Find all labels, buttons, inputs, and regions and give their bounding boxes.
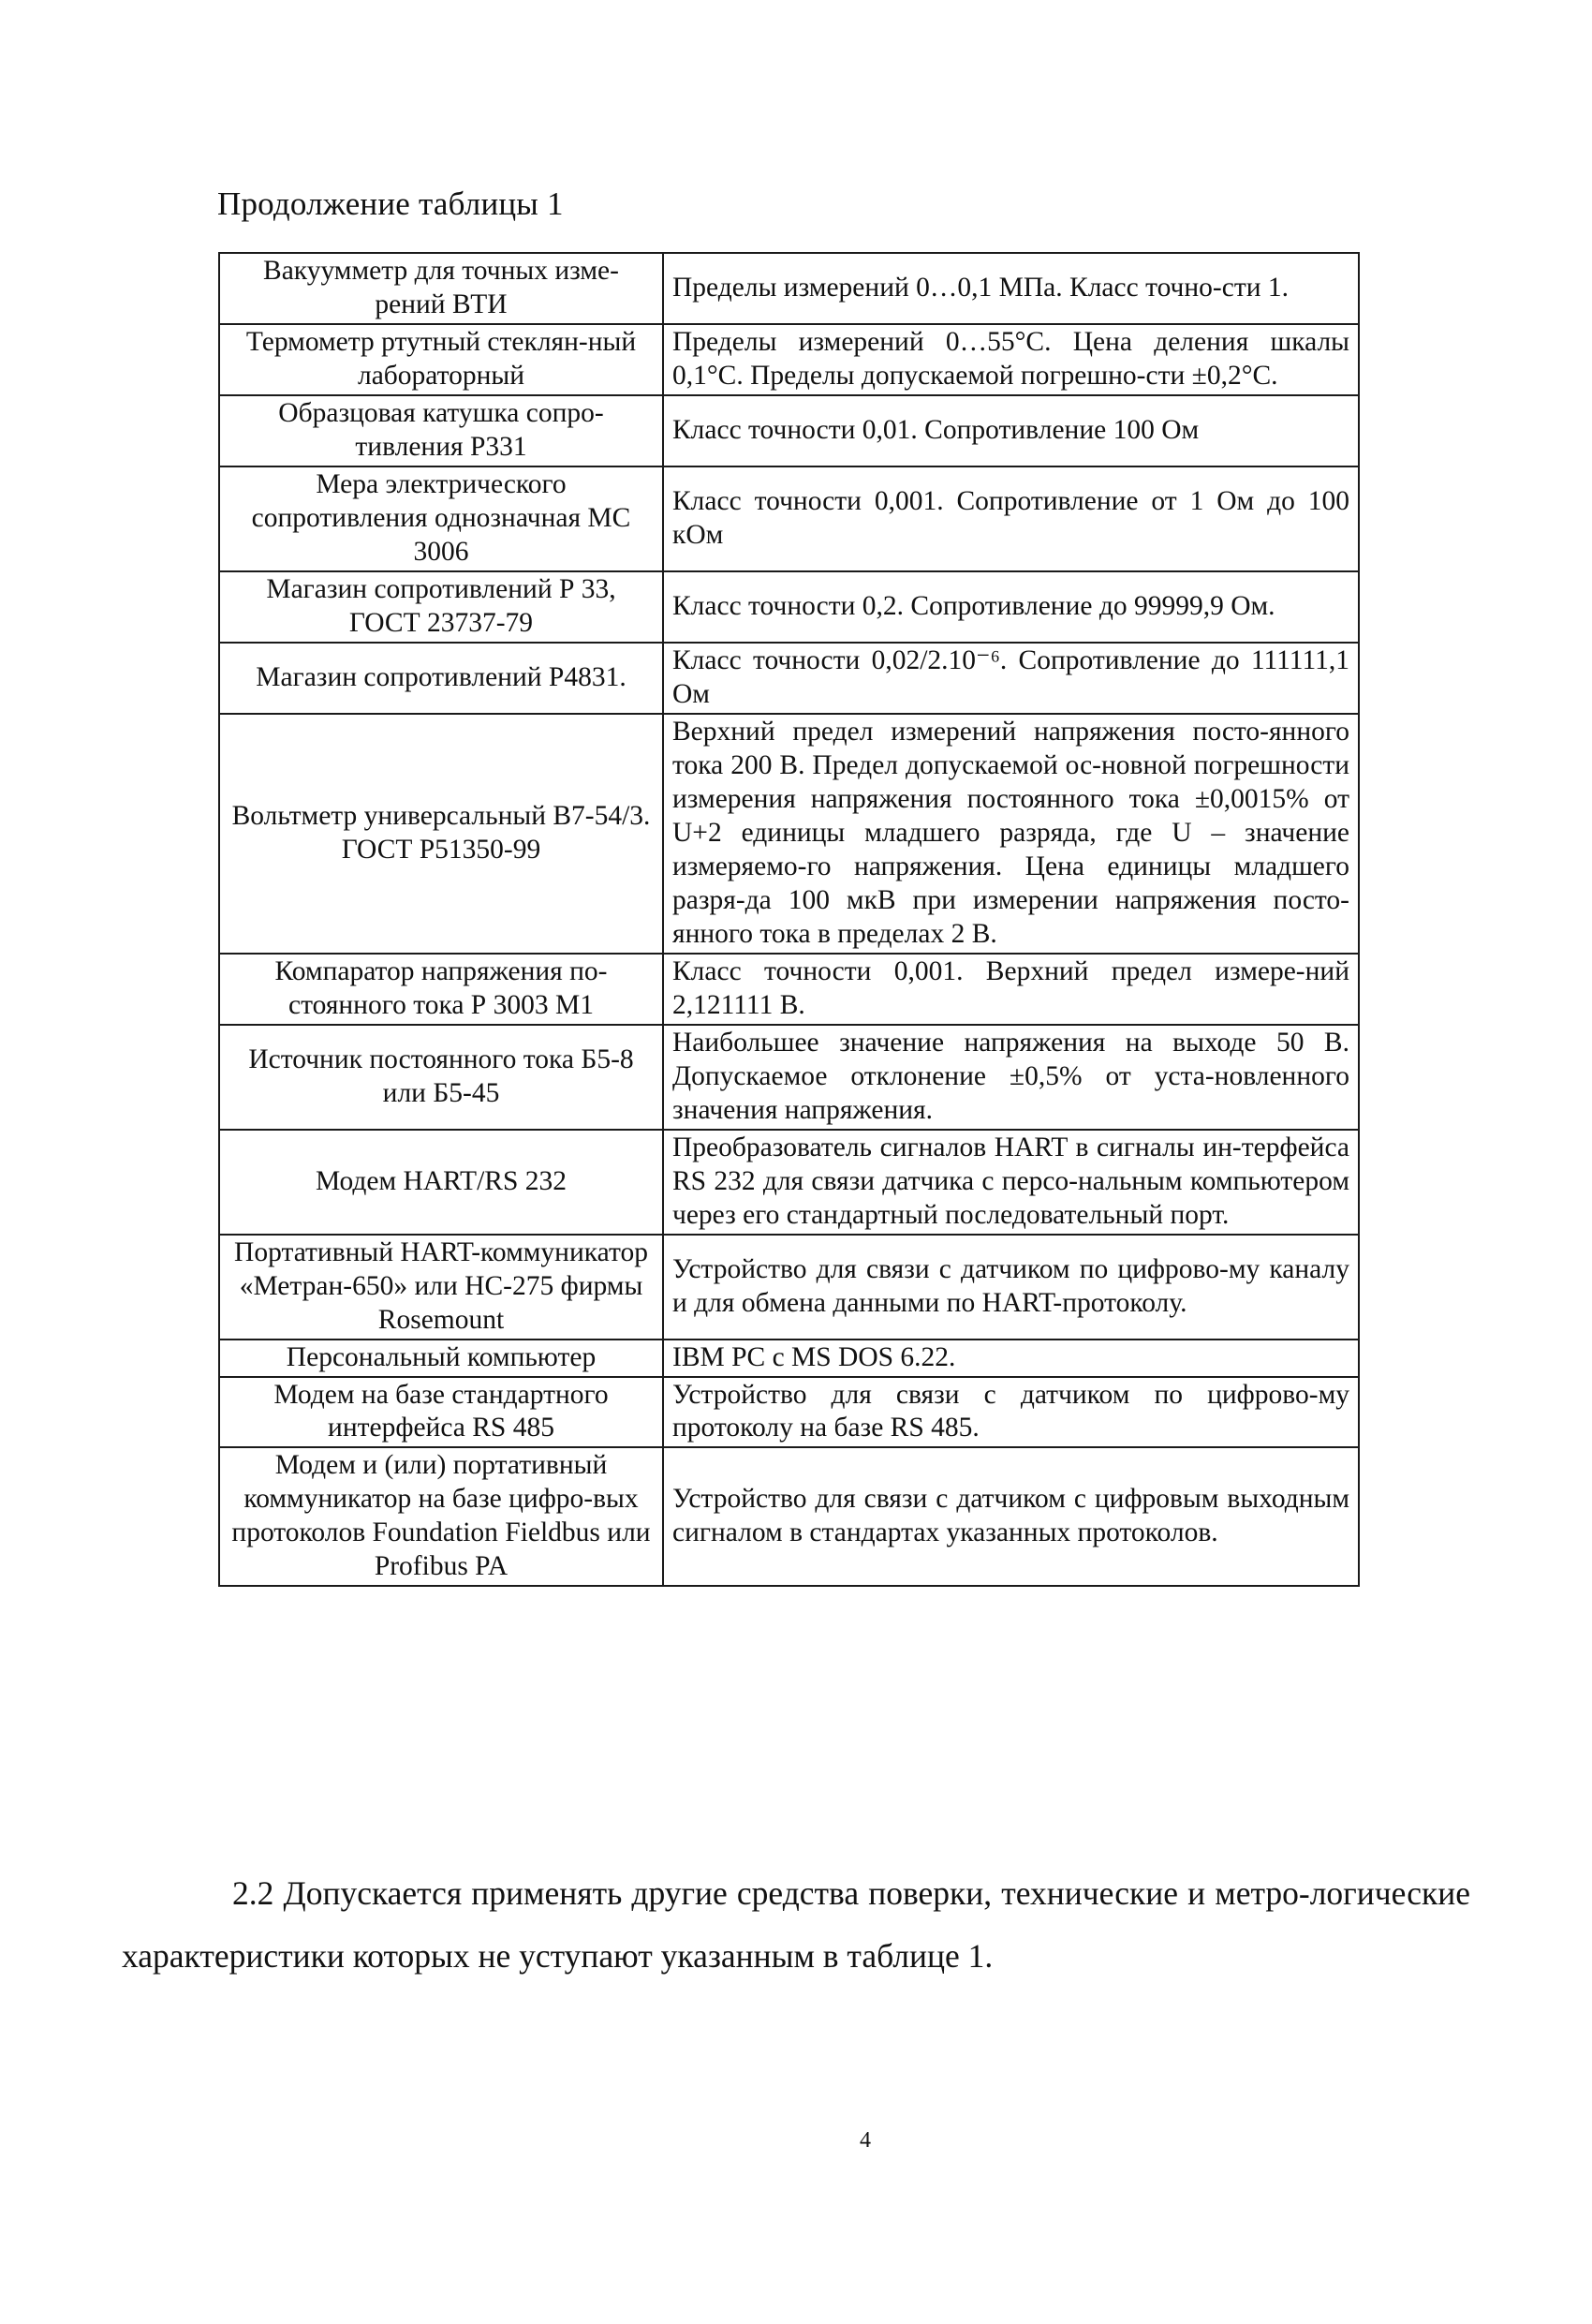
instrument-name-cell: Источник постоянного тока Б5-8 или Б5-45 — [219, 1025, 663, 1130]
instrument-spec-cell: Класс точности 0,02/2.10⁻⁶. Сопротивление до 111111,1 Ом — [663, 643, 1359, 714]
instrument-name-cell: Термометр ртутный стеклян-ный лабораторный — [219, 324, 663, 395]
verification-equipment-table — [218, 252, 1360, 1587]
table-row — [219, 954, 1359, 1025]
table-row — [219, 571, 1359, 643]
instrument-spec-cell: Верхний предел измерений напряжения посто-янного тока 200 В. Предел допускаемой ос-новной погрешности измерения напряжения постоянного тока ±0,0015% от U+2 единицы младшего разряда, где U – значение измеряемо-го напряжения. Цена единицы младшего разря-да 100 мкВ при измерении напряжения посто-янного тока в пределах 2 В. — [663, 714, 1359, 954]
instrument-spec-cell: Устройство для связи с датчиком с цифровым выходным сигналом в стандартах указанных протоколов. — [663, 1447, 1359, 1586]
table-row — [219, 1377, 1359, 1448]
table-row — [219, 714, 1359, 954]
instrument-spec-cell: IBM PC с MS DOS 6.22. — [663, 1340, 1359, 1377]
table-row — [219, 253, 1359, 324]
table-body — [219, 253, 1359, 1586]
instrument-spec-cell: Наибольшее значение напряжения на выходе 50 В. Допускаемое отклонение ±0,5% от уста-новленного значения напряжения. — [663, 1025, 1359, 1130]
table-row — [219, 643, 1359, 714]
instrument-name-cell: Модем и (или) портативный коммуникатор на базе цифро-вых протоколов Foundation Fieldbus или Profibus PA — [219, 1447, 663, 1586]
table-continuation-caption: Продолжение таблицы 1 — [217, 185, 564, 222]
section-2-2 — [122, 1862, 1470, 1988]
table-row — [219, 1025, 1359, 1130]
table-row — [219, 1340, 1359, 1377]
instrument-spec-cell: Класс точности 0,01. Сопротивление 100 Ом — [663, 395, 1359, 466]
table-row — [219, 1235, 1359, 1340]
table-row — [219, 1130, 1359, 1235]
page-number: 4 — [860, 2128, 871, 2153]
instrument-spec-cell: Преобразователь сигналов HART в сигналы ин-терфейса RS 232 для связи датчика с персо-нальным компьютером через его стандартный последовательный порт. — [663, 1130, 1359, 1235]
table-row — [219, 395, 1359, 466]
instrument-name-cell: Модем на базе стандартного интерфейса RS 485 — [219, 1377, 663, 1448]
paragraph-text: 2.2 Допускается применять другие средства поверки, технические и метро-логические характеристики которых не уступают указанным в таблице 1. — [122, 1874, 1470, 1975]
instrument-name-cell: Персональный компьютер — [219, 1340, 663, 1377]
instrument-spec-cell: Устройство для связи с датчиком по цифрово-му каналу и для обмена данными по HART-протоколу. — [663, 1235, 1359, 1340]
instrument-spec-cell: Класс точности 0,2. Сопротивление до 99999,9 Ом. — [663, 571, 1359, 643]
instrument-name-cell: Магазин сопротивлений Р4831. — [219, 643, 663, 714]
instrument-name-cell: Магазин сопротивлений Р 33, ГОСТ 23737-79 — [219, 571, 663, 643]
table-row — [219, 466, 1359, 571]
instrument-spec-cell: Устройство для связи с датчиком по цифрово-му протоколу на базе RS 485. — [663, 1377, 1359, 1448]
instrument-spec-cell: Класс точности 0,001. Сопротивление от 1 Ом до 100 кОм — [663, 466, 1359, 571]
table-row — [219, 1447, 1359, 1586]
instrument-name-cell: Компаратор напряжения по-стоянного тока Р 3003 М1 — [219, 954, 663, 1025]
instrument-name-cell: Мера электрического сопротивления однозначная МС 3006 — [219, 466, 663, 571]
instrument-spec-cell: Класс точности 0,001. Верхний предел измере-ний 2,121111 В. — [663, 954, 1359, 1025]
instrument-name-cell: Модем HART/RS 232 — [219, 1130, 663, 1235]
instrument-name-cell: Образцовая катушка сопро-тивления Р331 — [219, 395, 663, 466]
instrument-spec-cell: Пределы измерений 0…55°С. Цена деления шкалы 0,1°С. Пределы допускаемой погрешно-сти ±0,2°С. — [663, 324, 1359, 395]
instrument-name-cell: Портативный HART-коммуникатор «Метран-650» или НС-275 фирмы Rosemount — [219, 1235, 663, 1340]
table-row — [219, 324, 1359, 395]
instrument-name-cell: Вольтметр универсальный В7-54/3. ГОСТ Р51350-99 — [219, 714, 663, 954]
instrument-name-cell: Вакуумметр для точных изме-рений ВТИ — [219, 253, 663, 324]
instrument-spec-cell: Пределы измерений 0…0,1 МПа. Класс точно-сти 1. — [663, 253, 1359, 324]
